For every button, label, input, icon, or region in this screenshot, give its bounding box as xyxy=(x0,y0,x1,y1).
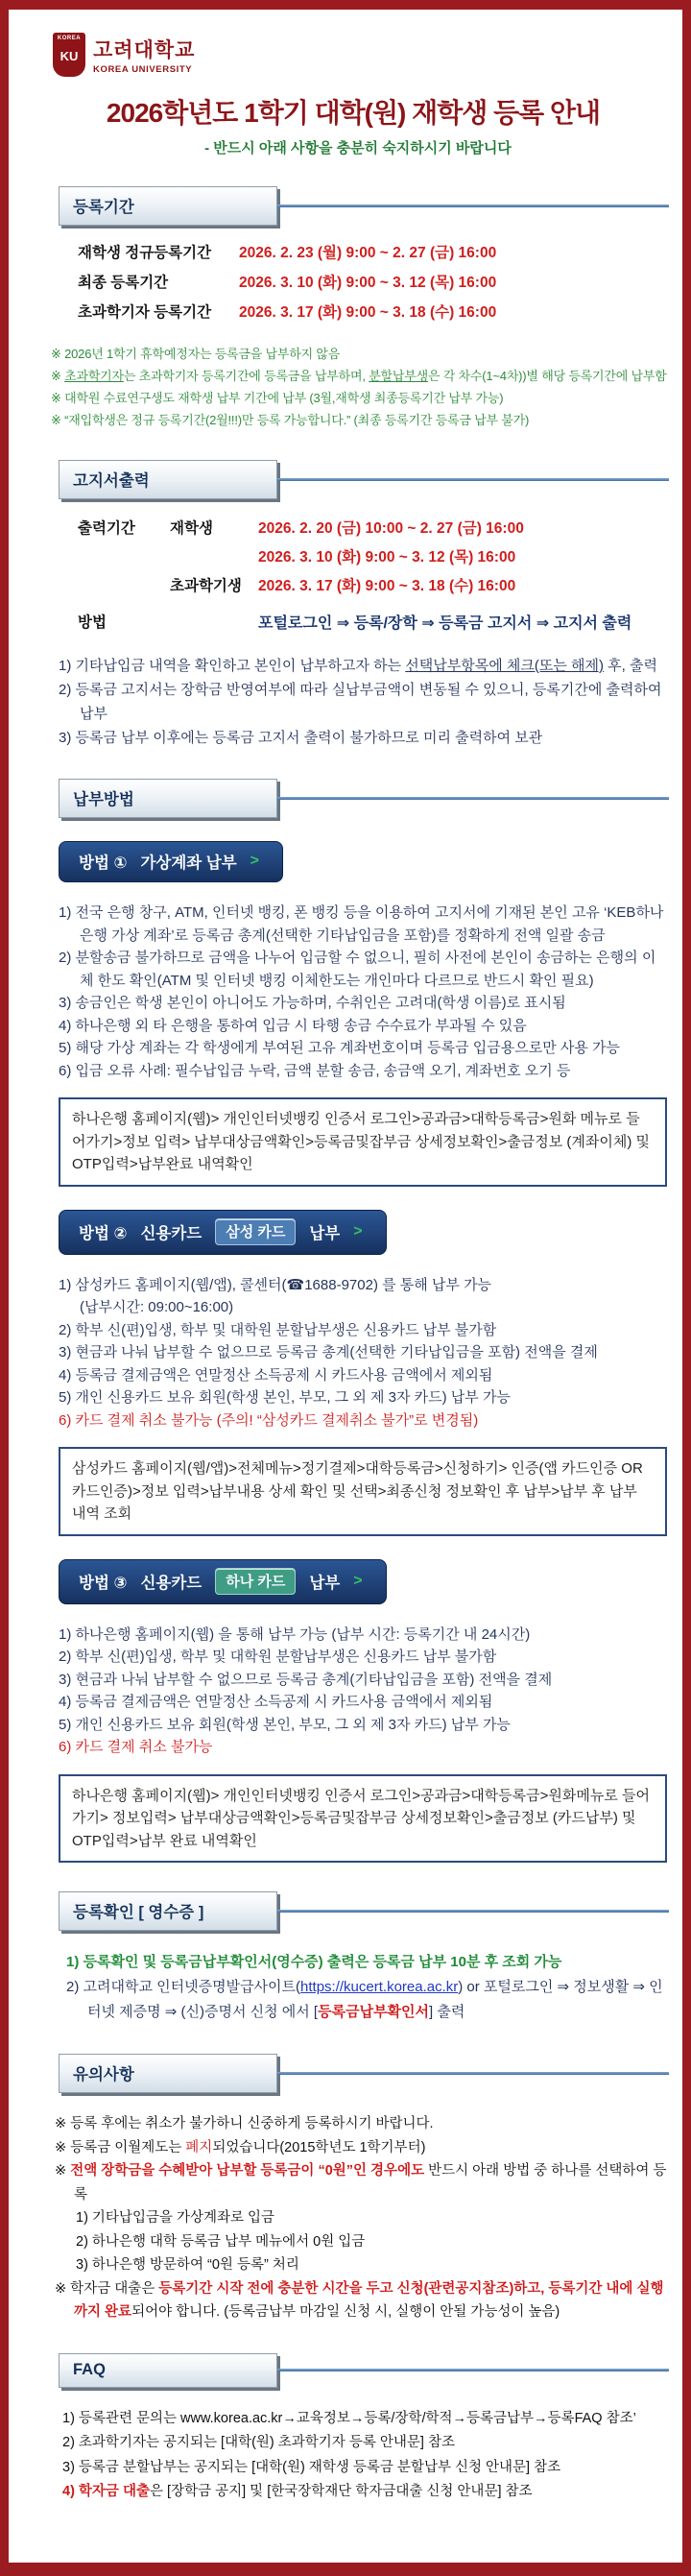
list-item: 4) 등록금 결제금액은 연말정산 소득공제 시 카드사용 금액에서 제외됨 xyxy=(59,1694,493,1710)
note-subline: 2) 하나은행 대학 등록금 납부 메뉴에서 0원 입금 xyxy=(76,2233,366,2250)
spacer xyxy=(78,545,170,566)
section-rule xyxy=(277,2072,669,2075)
method-label: 납부 xyxy=(309,1224,341,1242)
list-item: 5) 해당 가상 계좌는 각 학생에게 부여된 고유 계좌번호이며 등록금 입금용으로만 사용 가능 xyxy=(59,1040,620,1056)
section-header-caution xyxy=(59,2054,669,2093)
faq-items xyxy=(62,2407,669,2505)
list-item: 4) 등록금 결제금액은 연말정산 소득공제 시 카드사용 금액에서 제외됨 xyxy=(59,1366,493,1384)
period-value: 2026. 2. 23 (월) 9:00 ~ 2. 27 (금) 16:00 xyxy=(239,245,497,261)
receipt-item: 1) 등록확인 및 등록금납부확인서(영수증) 출력은 등록금 납부 10분 후 조회 가능 xyxy=(66,1954,562,1970)
method3-procedure-box: 하나은행 홈페이지(웹)> 개인인터넷뱅킹 인증서 로그인>공과금>대학등록금>원화메뉴로 들어가기> 정보입력> 납부대상금액확인>등록금및잡부금 상세정보확인>출금정보 (카드납부) 및 OTP입력>납부 완료 내역확인 xyxy=(59,1774,667,1864)
method2-samsung-card-button[interactable] xyxy=(59,1210,387,1255)
chevron-right-icon: > xyxy=(353,1222,363,1240)
faq-item xyxy=(62,2480,669,2505)
invoice-who xyxy=(170,545,258,566)
note-line xyxy=(59,654,667,678)
period-value: 2026. 3. 10 (화) 9:00 ~ 3. 12 (목) 16:00 xyxy=(239,275,497,291)
kucert-link[interactable]: https://kucert.korea.ac.kr xyxy=(300,1979,459,1995)
emblem-text: KOREA xyxy=(57,36,82,41)
section-header-payment xyxy=(59,779,669,818)
faq-item: 1) 등록관련 문의는 www.korea.ac.kr→교육정보→등록/장학/학적→등록금납부→등록FAQ 참조’ xyxy=(62,2410,636,2426)
invoice-period-label: 출력기간 xyxy=(78,520,135,537)
method2-procedure-box: 삼성카드 홈페이지(웹/앱)>전체메뉴>정기결제>대학등록금>신청하기> 인증(앱 카드인증 OR카드인증)>정보 입력>납부내용 상세 확인 및 선택>최종신청 정보확인 후 납부>납부 후 납부 내역 조회 xyxy=(59,1447,667,1536)
page-title: 2026학년도 1학기 대학(원) 재학생 등록 안내 xyxy=(106,98,601,128)
list-item: 3) 송금인은 학생 본인이 아니어도 가능하며, 수취인은 고려대(학생 이름)로 표시됨 xyxy=(59,995,566,1011)
invoice-who: 재학생 xyxy=(170,520,213,537)
method2-list xyxy=(59,1274,669,1432)
note-segment-underlined: 초과학기자 xyxy=(64,369,124,383)
logo-english-name: KOREA UNIVERSITY xyxy=(93,64,193,75)
note-segment-red: 전액 장학금을 수혜받아 납부할 등록금이 “0원”인 경우에도 xyxy=(70,2163,429,2179)
note-line: 2) 등록금 고지서는 장학금 반영여부에 따라 실납부금액이 변동될 수 있으니, 등록기간에 출력하여 납부 xyxy=(59,682,662,722)
note-line xyxy=(55,2136,669,2160)
list-item: 5) 개인 신용카드 보유 회원(학생 본인, 부모, 그 외 제 3자 카드) 납부 가능 xyxy=(59,1716,511,1733)
registration-notes xyxy=(51,343,673,431)
spacer xyxy=(78,574,170,595)
page-subtitle: - 반드시 아래 사항을 충분히 숙지하시기 바랍니다 xyxy=(204,140,512,156)
table-row xyxy=(78,517,682,538)
chevron-right-icon: > xyxy=(353,1572,363,1589)
invoice-date: 2026. 3. 17 (화) 9:00 ~ 3. 18 (수) 16:00 xyxy=(258,578,516,594)
table-row xyxy=(78,241,682,262)
note-segment-underlined: 분할납부생 xyxy=(369,369,428,383)
receipt-doc-name: 등록금납부확인서 xyxy=(318,2004,430,2020)
note-segment: 후, 출력 xyxy=(604,658,657,674)
note-segment: ] 출력 xyxy=(429,2004,465,2020)
section-header-faq xyxy=(59,2353,669,2388)
note-segment: ) or 포털로그인 ⇒ 정보생활 ⇒ 인터넷 제증명 ⇒ (신)증명서 신청 에서 [ xyxy=(87,1979,663,2020)
period-label: 최종 등록기간 xyxy=(78,275,169,291)
note-subline: 1) 기타납입금을 가상계좌로 입금 xyxy=(76,2210,275,2226)
note-line xyxy=(55,2159,669,2206)
note-line xyxy=(55,2277,669,2324)
method-label: 신용카드 xyxy=(140,1574,203,1592)
period-value: 2026. 3. 17 (화) 9:00 ~ 3. 18 (수) 16:00 xyxy=(239,304,497,321)
section-rule xyxy=(277,2369,669,2371)
method1-procedure-box: 하나은행 홈페이지(웹)> 개인인터넷뱅킹 인증서 로그인>공과금>대학등록금>원화 메뉴로 들어가기>정보 입력> 납부대상금액확인>등록금및잡부금 상세정보확인>출금정보 (계좌이체) 및 OTP입력>납부완료 내역확인 xyxy=(59,1097,667,1187)
note-line: ※ 대학원 수료연구생도 재학생 납부 기간에 납부 (3월,재학생 최종등록기간 납부 가능) xyxy=(51,391,504,405)
faq-item: 2) 초과학기자는 공지되는 [대학(원) 초과학기자 등록 안내문] 참조 xyxy=(62,2435,455,2450)
list-item: 1) 하나은행 홈페이지(웹) 을 통해 납부 가능 (납부 시간: 등록기간 내 24시간) xyxy=(59,1625,531,1643)
section-tab-faq: FAQ xyxy=(59,2353,277,2388)
table-row xyxy=(78,574,682,595)
registration-period-table xyxy=(78,241,682,322)
section-rule xyxy=(277,1910,669,1913)
list-item: 3) 현금과 나눠 납부할 수 없으므로 등록금 총계(기타납입금을 포함) 전액을 결제 xyxy=(59,1671,553,1688)
list-item: 4) 하나은행 외 타 은행을 통하여 입금 시 타행 송금 수수료가 부과될 수 있음 xyxy=(59,1017,527,1034)
period-label: 초과학기자 등록기간 xyxy=(78,304,212,321)
korea-university-emblem-icon xyxy=(53,33,85,77)
list-item-continuation: (납부시간: 09:00~16:00) xyxy=(80,1299,234,1315)
note-segment: 은 [장학금 공지] 및 [한국장학재단 학자금대출 신청 안내문] 참조 xyxy=(150,2484,533,2499)
table-row xyxy=(78,545,682,566)
method1-list xyxy=(59,902,669,1082)
method-number: 방법 ② xyxy=(79,1224,128,1242)
note-segment-underlined: 선택납부항목에 체크(또는 해제) xyxy=(405,658,604,674)
note-segment: 되었습니다(2015학년도 1학기부터) xyxy=(212,2139,426,2155)
spacer xyxy=(170,611,258,633)
korea-university-logo xyxy=(53,33,663,77)
method-label: 납부 xyxy=(309,1574,341,1592)
section-rule xyxy=(277,797,669,800)
header xyxy=(9,10,682,157)
note-segment: 2) 고려대학교 인터넷증명발급사이트( xyxy=(66,1979,301,1995)
list-item: 1) 삼성카드 홈페이지(웹/앱), 콜센터(☎1688-9702) 를 통해 납부 가능 xyxy=(59,1276,492,1293)
emblem-initials: KU xyxy=(60,49,79,63)
note-segment: 는 초과학기자 등록기간에 등록금을 납부하며, xyxy=(123,369,369,383)
note-segment-red: 등록기간 시작 전에 충분한 시간을 두고 신청(관련공지참조)하고, 등록기간 내에 실행까지 완료 xyxy=(74,2280,664,2320)
note-line: ※ 등록 후에는 취소가 불가하니 신중하게 등록하시기 바랍니다. xyxy=(55,2116,434,2131)
logo-korean-name: 고려대학교 xyxy=(93,39,196,61)
table-row xyxy=(78,611,682,633)
method-label: 신용카드 xyxy=(140,1224,203,1242)
invoice-notes xyxy=(59,654,667,750)
list-item-warning: 6) 카드 결제 취소 불가능 xyxy=(59,1739,213,1755)
section-header-periods xyxy=(59,186,669,226)
note-line: 3) 등록금 납부 이후에는 등록금 고지서 출력이 불가하므로 미리 출력하여 보관 xyxy=(59,730,543,746)
method1-virtual-account-button[interactable] xyxy=(59,841,283,882)
section-tab-caution: 유의사항 xyxy=(59,2054,277,2093)
note-segment-red: 4) 학자금 대출 xyxy=(62,2484,150,2499)
section-header-receipt xyxy=(59,1891,669,1931)
receipt-item xyxy=(66,1975,669,2025)
note-segment: 반드시 아래 방법 중 하나를 선택하여 등록 xyxy=(74,2163,667,2203)
note-line xyxy=(51,365,673,387)
section-rule xyxy=(277,205,669,207)
section-tab-invoice: 고지서출력 xyxy=(59,460,277,499)
method-label: 가상계좌 납부 xyxy=(140,855,237,872)
list-item: 5) 개인 신용카드 보유 회원(학생 본인, 부모, 그 외 제 3자 카드) 납부 가능 xyxy=(59,1389,511,1406)
section-tab-receipt: 등록확인 [ 영수증 ] xyxy=(59,1891,277,1931)
note-line: ※ 2026년 1학기 휴학예정자는 등록금을 납부하지 않음 xyxy=(51,347,341,361)
list-item: 6) 입금 오류 사례: 필수납입금 누락, 금액 분할 송금, 송금액 오기, 계좌번호 오기 등 xyxy=(59,1062,571,1079)
note-segment: 은 각 차수(1~4차))별 해당 등록기간에 납부함 xyxy=(427,369,667,383)
method3-list xyxy=(59,1624,669,1759)
samsung-card-chip: 삼성 카드 xyxy=(215,1218,296,1245)
section-tab-periods: 등록기간 xyxy=(59,186,277,226)
list-item: 2) 학부 신(편)입생, 학부 및 대학원 분할납부생은 신용카드 납부 불가함 xyxy=(59,1649,497,1665)
list-item: 2) 분할송금 불가하므로 금액을 나누어 입금할 수 없으니, 필히 사전에 본인이 송금하는 은행의 이체 한도 확인(ATM 및 인터넷 뱅킹 이체한도는 개인마다 다르므로 반드시 확인 필요) xyxy=(59,950,656,989)
invoice-who: 초과학기생 xyxy=(170,578,242,594)
method3-hana-card-button[interactable] xyxy=(59,1559,387,1604)
invoice-print-table xyxy=(78,517,682,633)
list-item-warning: 6) 카드 결제 취소 불가능 (주의! “삼성카드 결제취소 불가”로 변경됨) xyxy=(59,1411,479,1429)
section-tab-payment: 납부방법 xyxy=(59,779,277,818)
chevron-right-icon: > xyxy=(250,853,259,869)
note-line: ※ “재입학생은 정규 등록기간(2월!!!)만 등록 가능합니다.” (최종 등록기간 등록금 납부 불가) xyxy=(51,413,530,427)
invoice-method-label: 방법 xyxy=(78,614,107,631)
receipt-items xyxy=(66,1950,669,2025)
period-label: 재학생 정규등록기간 xyxy=(78,245,212,261)
list-item: 3) 현금과 나눠 납부할 수 없으므로 등록금 총계(선택한 기타납입금을 포함) 전액을 결제 xyxy=(59,1344,598,1360)
list-item: 1) 전국 은행 창구, ATM, 인터넷 뱅킹, 폰 뱅킹 등을 이용하여 고지서에 기재된 본인 고유 ‘KEB하나은행 가상 계좌’로 등록금 총계(선택한 기타납입금을 포함)를 정확하게 전액 일괄 송금 xyxy=(59,904,664,944)
note-subline: 3) 하나은행 방문하여 “0원 등록” 처리 xyxy=(76,2257,299,2273)
list-item: 2) 학부 신(편)입생, 학부 및 대학원 분할납부생은 신용카드 납부 불가함 xyxy=(59,1321,497,1338)
table-row xyxy=(78,271,682,292)
note-segment: 되어야 합니다. (등록금납부 마감일 신청 시, 실행이 안될 가능성이 높음) xyxy=(131,2304,560,2320)
method-number: 방법 ③ xyxy=(79,1574,128,1592)
faq-item: 3) 등록금 분할납부는 공지되는 [대학(원) 재학생 등록금 분할납부 신청 안내문] 참조 xyxy=(62,2459,561,2475)
note-segment: ※ 학자금 대출은 xyxy=(55,2280,159,2297)
note-segment: ※ xyxy=(55,2163,71,2179)
note-segment: ※ 등록금 이월제도는 xyxy=(55,2139,186,2155)
note-segment-red: 폐지 xyxy=(185,2139,213,2155)
caution-notes xyxy=(55,2112,669,2324)
note-segment: ※ xyxy=(51,369,65,383)
table-row xyxy=(78,301,682,322)
invoice-method-flow: 포털로그인 ⇒ 등록/장학 ⇒ 등록금 고지서 ⇒ 고지서 출력 xyxy=(258,615,632,632)
invoice-date: 2026. 3. 10 (화) 9:00 ~ 3. 12 (목) 16:00 xyxy=(258,549,516,566)
logo-text xyxy=(93,35,195,75)
invoice-date: 2026. 2. 20 (금) 10:00 ~ 2. 27 (금) 16:00 xyxy=(258,520,524,537)
method-number: 방법 ① xyxy=(79,855,128,872)
section-rule xyxy=(277,478,669,481)
note-segment: 1) 기타납입금 내역을 확인하고 본인이 납부하고자 하는 xyxy=(59,658,406,674)
hana-card-chip: 하나 카드 xyxy=(215,1568,296,1595)
section-header-invoice xyxy=(59,460,669,499)
